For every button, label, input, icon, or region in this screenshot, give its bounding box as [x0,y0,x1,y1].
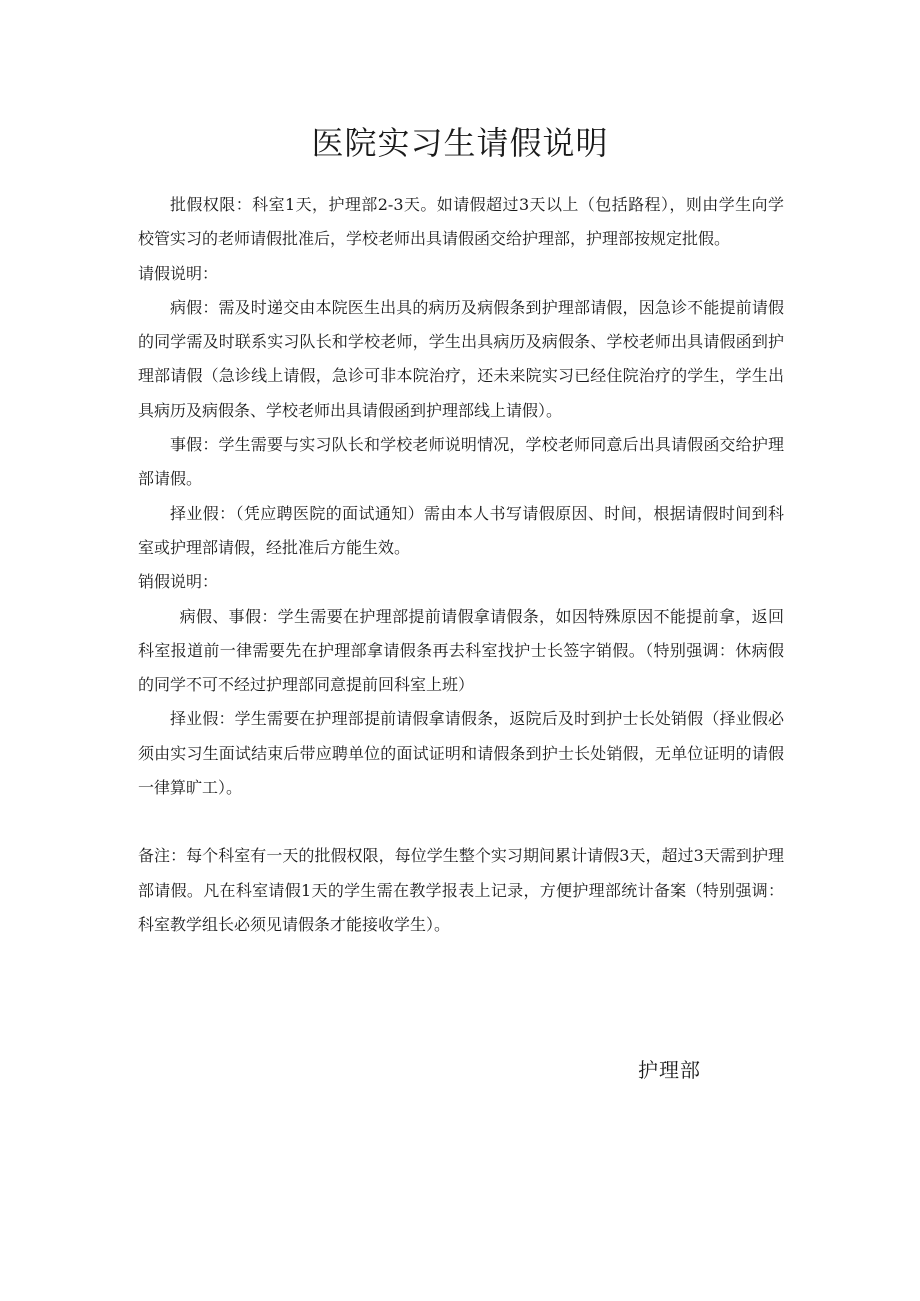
signature-department: 护理部 [638,1058,701,1082]
paragraph-note: 备注：每个科室有一天的批假权限，每位学生整个实习期间累计请假3天，超过3天需到护理部请假。凡在科室请假1天的学生需在教学报表上记录，方便护理部统计备案（特别强调：科室教学组长必须见请假条才能接收学生）。 [138,846,784,934]
heading-leave-instructions: 请假说明： [138,263,219,283]
paragraph-spacer [138,805,784,839]
paragraph-cancel-job-leave: 择业假：学生需要在护理部提前请假拿请假条，返院后及时到护士长处销假（择业假必须由实习生面试结束后带应聘单位的面试证明和请假条到护士长处销假，无单位证明的请假一律算旷工）。 [138,709,784,798]
heading-cancel-leave: 销假说明： [138,572,219,592]
document-body [138,188,784,942]
paragraph-cancel-sick-personal: 病假、事假：学生需要在护理部提前请假拿请假条，如因特殊原因不能提前拿，返回科室报道前一律需要先在护理部拿请假条再去科室找护士长签字销假。（特别强调：休病假的同学不可不经过护理部同意提前回科室上班） [138,606,784,695]
paragraph-personal-leave: 事假：学生需要与实习队长和学校老师说明情况，学校老师同意后出具请假函交给护理部请假。 [138,435,784,489]
paragraph-authority: 批假权限：科室1天，护理部2-3天。如请假超过3天以上（包括路程），则由学生向学校管实习的老师请假批准后，学校老师出具请假函交给护理部，护理部按规定批假。 [138,195,784,249]
paragraph-job-leave: 择业假：（凭应聘医院的面试通知）需由本人书写请假原因、时间，根据请假时间到科室或护理部请假，经批准后方能生效。 [138,503,784,557]
paragraph-sick-leave: 病假：需及时递交由本院医生出具的病历及病假条到护理部请假，因急诊不能提前请假的同学需及时联系实习队长和学校老师，学生出具病历及病假条、学校老师出具请假函到护理部请假（急诊线上请假，急诊可非本院治疗，还未来院实习已经住院治疗的学生，学生出具病历及病假条、学校老师出具请假函到护理部线上请假）。 [138,297,784,420]
document-title: 医院实习生请假说明 [311,124,609,162]
